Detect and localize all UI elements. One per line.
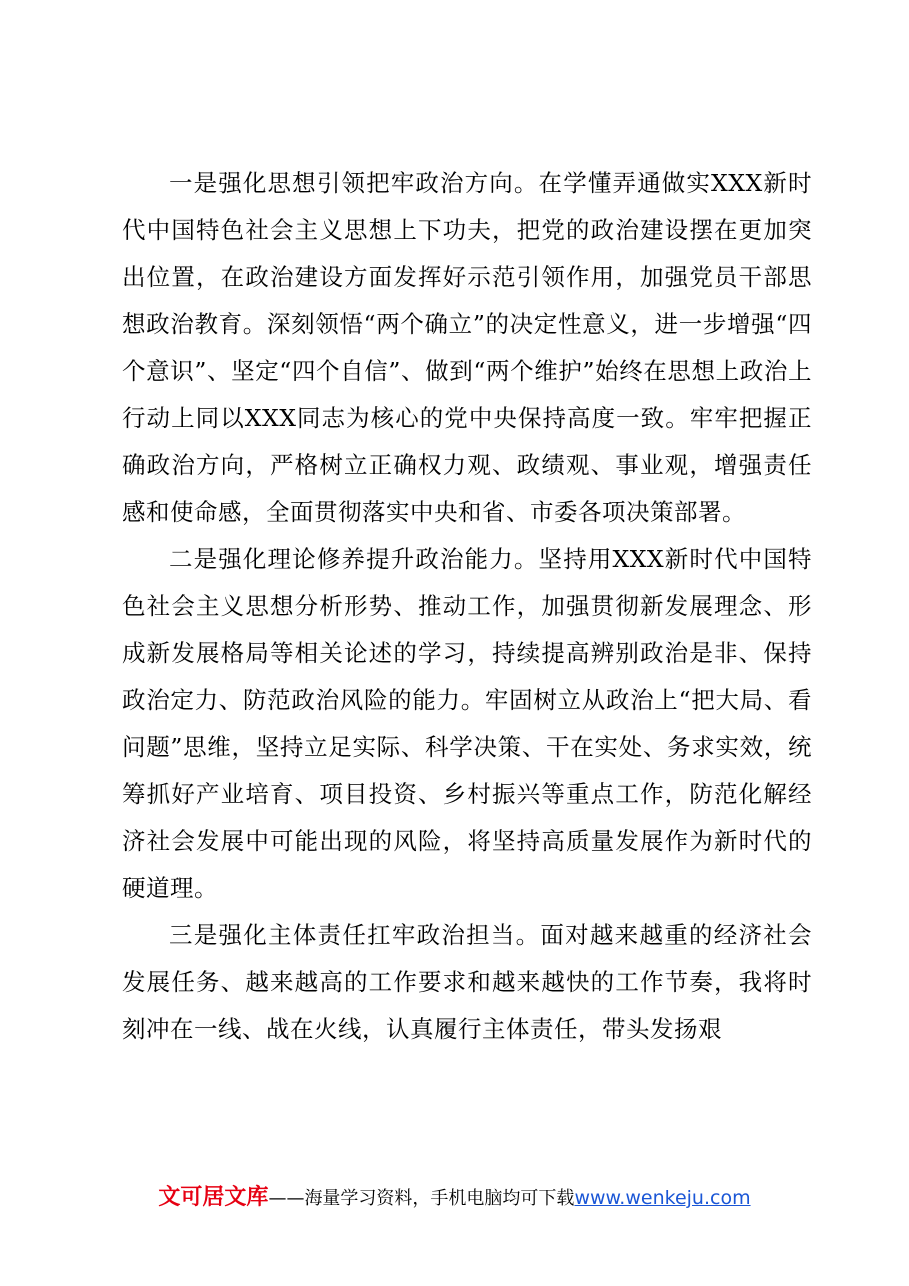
footer-brand: 文可居文库 [158,1185,269,1210]
paragraph-1: 一是强化思想引领把牢政治方向。在学懂弄通做实XXX新时代中国特色社会主义思想上下功夫，把党的政治建设摆在更加突出位置，在政治建设方面发挥好示范引领作用，加强党员干部思想政治教育。深刻领悟“两个确立”的决定性意义，进一步增强“四个意识”、坚定“四个自信”、做到“两个维护”始终在思想上政治上行动上同以XXX同志为核心的党中央保持高度一致。牢牢把握正确政治方向，严格树立正确权力观、政绩观、事业观，增强责任感和使命感，全面贯彻落实中央和省、市委各项决策部署。 [122,169,812,526]
page-footer [0,1180,909,1211]
paragraph-2: 二是强化理论修养提升政治能力。坚持用XXX新时代中国特色社会主义思想分析形势、推动工作，加强贯彻新发展理念、形成新发展格局等相关论述的学习，持续提高辨别政治是非、保持政治定力、防范政治风险的能力。牢固树立从政治上“把大局、看问题”思维，坚持立足实际、科学决策、干在实处、务求实效，统筹抓好产业培育、项目投资、乡村振兴等重点工作，防范化解经济社会发展中可能出现的风险，将坚持高质量发展作为新时代的硬道理。 [122,545,812,902]
footer-slogan: ——海量学习资料，手机电脑均可下载 [268,1188,575,1209]
paragraph-3: 三是强化主体责任扛牢政治担当。面对越来越重的经济社会发展任务、越来越高的工作要求和越来越快的工作节奏，我将时刻冲在一线、战在火线，认真履行主体责任，带头发扬艰 [122,921,812,1043]
document-body [122,160,812,1053]
footer-website-link[interactable]: www.wenkeju.com [574,1187,751,1209]
